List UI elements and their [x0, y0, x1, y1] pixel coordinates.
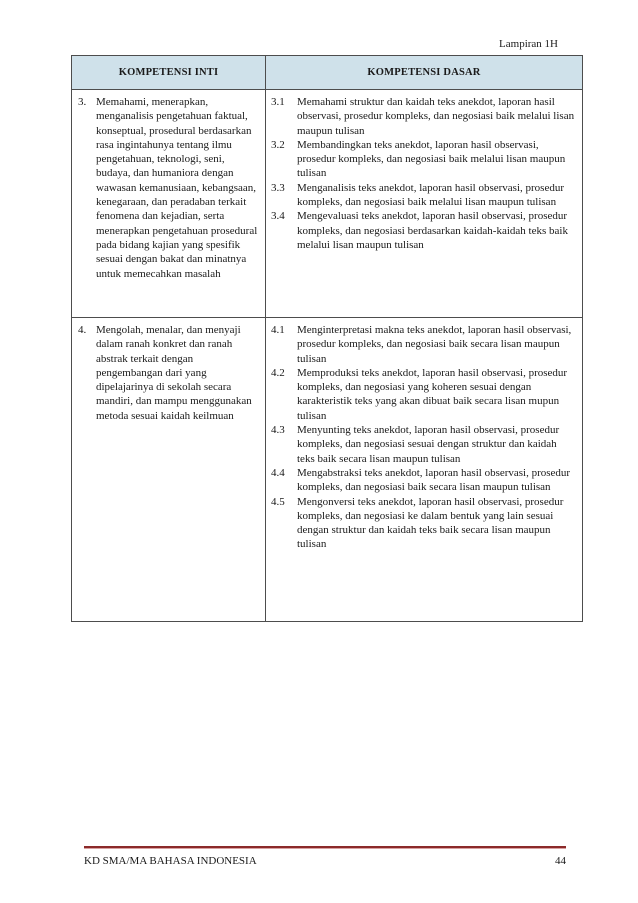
ki-number: 4. [78, 324, 87, 336]
ki-cell [72, 318, 266, 622]
table-row [72, 90, 583, 318]
ki-cell [72, 90, 266, 318]
competency-table [71, 55, 583, 622]
kd-text: Memproduksi teks anekdot, laporan hasil observasi, prosedur kompleks, dan negosiasi yang koheren sesuai dengan karakteristik teks yang akan dibuat baik secara lisan mupun tulisan [297, 366, 568, 422]
kd-text: Mengonversi teks anekdot, laporan hasil observasi, prosedur kompleks, dan negosiasi ke dalam bentuk yang lain sesuai dengan struktur dan kaidah teks baik secara lisan maupun tulisan [297, 495, 564, 551]
ki-text: Mengolah, menalar, dan menyaji dalam ranah konkret dan ranah abstrak terkait dengan pengembangan dari yang dipelajarinya di sekolah secara mandiri, dan mampu menggunakan metoda sesuai kaidah keilmuan [96, 324, 252, 422]
kd-item [271, 181, 576, 210]
kd-text: Mengevaluasi teks anekdot, laporan hasil observasi, prosedur kompleks, dan negosiasi berdasarkan kaidah-kaidah teks baik melalui lisan maupun tulisan [297, 210, 568, 251]
kd-number: 4.3 [271, 424, 285, 437]
page-number: 44 [555, 855, 566, 867]
page-footer [84, 846, 566, 867]
kd-text: Menginterpretasi makna teks anekdot, laporan hasil observasi, prosedur kompleks, dan negosiasi baik secara lisan maupun tulisan [297, 324, 572, 365]
kd-text: Membandingkan teks anekdot, laporan hasil observasi, prosedur kompleks, dan negosiasi baik melalui lisan maupun tulisan [297, 138, 566, 180]
kd-item [271, 323, 576, 366]
ki-text: Memahami, menerapkan, menganalisis pengetahuan faktual, konseptual, prosedural berdasarkan rasa ingintahunya tentang ilmu pengetahuan, teknologi, seni, budaya, dan humaniora dengan wawasan kemanusiaan, kebangsaan, kenegaraan, dan peradaban terkait fenomena dan kejadian, serta menerapkan pengetahuan prosedural pada bidang kajian yang spesifik sesuai dengan bakat dan minatnya untuk memecahkan masalah [96, 96, 258, 280]
kd-number: 4.5 [271, 495, 285, 508]
appendix-label: Lampiran 1H [499, 38, 558, 50]
kd-text: Memahami struktur dan kaidah teks anekdot, laporan hasil observasi, prosedur kompleks, dan negosiasi baik melalui lisan maupun tulisan [297, 96, 575, 137]
kd-number: 3.2 [271, 138, 285, 151]
footer-document-title: KD SMA/MA BAHASA INDONESIA [84, 855, 257, 867]
footer-divider [84, 846, 566, 849]
kd-number: 4.2 [271, 366, 285, 379]
kd-item [271, 466, 576, 495]
table-header-row [72, 56, 583, 90]
kd-item [271, 366, 576, 423]
kd-item [271, 95, 576, 138]
kd-number: 3.4 [271, 210, 285, 223]
kd-number: 4.1 [271, 324, 285, 336]
kd-cell [266, 318, 583, 622]
header-kompetensi-dasar: KOMPETENSI DASAR [266, 56, 583, 90]
kd-text: Mengabstraksi teks anekdot, laporan hasil observasi, prosedur kompleks, dan negosiasi baik secara lisan maupun tulisan [297, 466, 571, 494]
kd-cell [266, 90, 583, 318]
kd-number: 3.3 [271, 181, 285, 194]
kd-item [271, 138, 576, 181]
kd-item [271, 495, 576, 552]
kd-number: 4.4 [271, 466, 285, 479]
table-row [72, 318, 583, 622]
ki-number: 3. [78, 96, 87, 108]
header-kompetensi-inti: KOMPETENSI INTI [72, 56, 266, 90]
kd-item [271, 423, 576, 466]
kd-number: 3.1 [271, 96, 285, 108]
kd-text: Menganalisis teks anekdot, laporan hasil observasi, prosedur kompleks, dan negosiasi baik melalui lisan maupun tulisan [297, 181, 564, 209]
kd-item [271, 209, 576, 252]
kd-text: Menyunting teks anekdot, laporan hasil observasi, prosedur kompleks, dan negosiasi sesuai dengan struktur dan kaidah teks baik secara lisan maupun tulisan [297, 424, 560, 465]
